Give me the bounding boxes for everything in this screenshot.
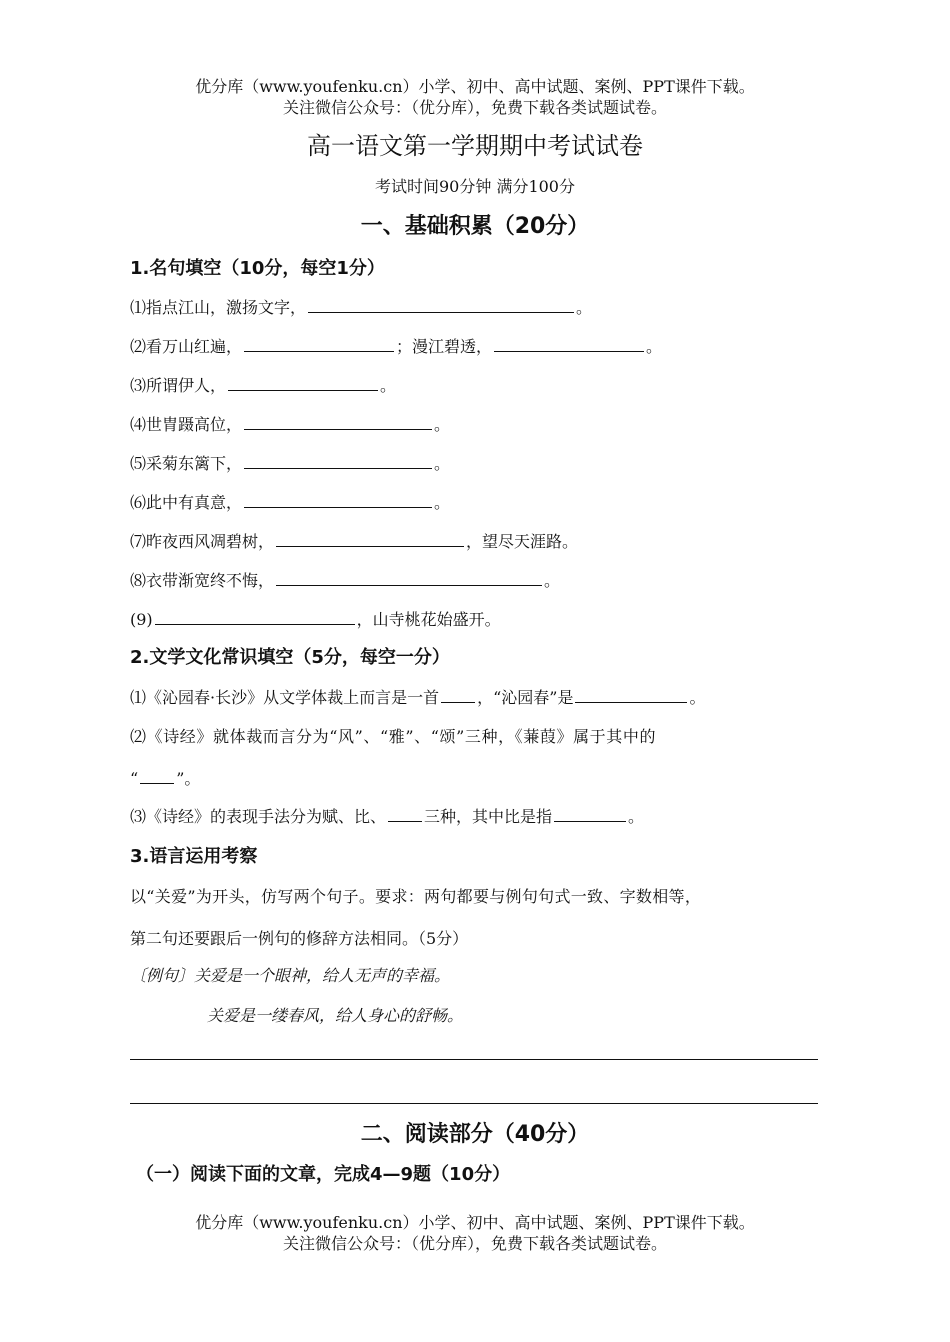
q2-item-3 [130, 805, 644, 829]
footer-line-2: 关注微信公众号：（优分库），免费下载各类试题试卷。 [282, 1234, 667, 1253]
answer-blank[interactable] [140, 768, 174, 784]
header-line-2: 关注微信公众号：（优分库），免费下载各类试题试卷。 [282, 98, 667, 117]
q2-item-1-mid: ，“沁园春”是 [477, 688, 574, 707]
q3-example-2: 关爱是一缕春风，给人身心的舒畅。 [207, 1006, 464, 1025]
answer-line-1[interactable] [130, 1059, 818, 1060]
answer-blank[interactable] [308, 297, 574, 313]
q1-item-4 [130, 413, 450, 437]
q1-item-4-text: ⑷世胄蹑高位， [130, 415, 243, 434]
q1-item-9-end: ，山寺桃花始盛开。 [356, 610, 501, 629]
answer-blank[interactable] [155, 609, 355, 625]
q1-item-1 [130, 296, 592, 320]
q2-heading: 2.文学文化常识填空（5分，每空一分） [130, 647, 450, 668]
answer-blank[interactable] [276, 570, 542, 586]
footer-line-1: 优分库（www.youfenku.cn）小学、初中、高中试题、案例、PPT课件下载。 [195, 1213, 755, 1232]
q2-item-3-end: 。 [628, 807, 645, 826]
q1-item-3-end: 。 [380, 376, 397, 395]
reading-1-heading: （一）阅读下面的文章，完成4—9题（10分） [136, 1164, 511, 1185]
answer-blank[interactable] [494, 336, 644, 352]
section-2-heading: 二、阅读部分（40分） [360, 1122, 590, 1147]
q1-item-2-mid: ；漫江碧透， [396, 337, 493, 356]
q1-item-9 [130, 608, 501, 632]
answer-blank[interactable] [244, 492, 432, 508]
q1-item-6 [130, 491, 450, 515]
answer-blank[interactable] [228, 375, 378, 391]
page-footer [0, 1212, 950, 1254]
section-1-heading: 一、基础积累（20分） [360, 214, 590, 239]
q2-item-2: ⑵《诗经》就体裁而言分为“风”、“雅”、“颂”三种，《蒹葭》属于其中的 [130, 727, 657, 746]
q2-item-2-cont [130, 767, 200, 791]
q1-item-1-text: ⑴指点江山，激扬文字， [130, 298, 307, 317]
q1-item-9-text: (9) [130, 610, 153, 629]
q1-item-8-end: 。 [544, 571, 561, 590]
q1-item-1-end: 。 [576, 298, 593, 317]
q2-item-3-mid: 三种，其中比是指 [424, 807, 553, 826]
answer-line-2[interactable] [130, 1103, 818, 1104]
q1-item-8 [130, 569, 560, 593]
q1-item-2-end: 。 [646, 337, 663, 356]
q1-item-3 [130, 374, 396, 398]
q1-item-7-end: ，望尽天涯路。 [466, 532, 579, 551]
q1-item-6-end: 。 [434, 493, 451, 512]
answer-blank[interactable] [244, 336, 394, 352]
q1-item-5-end: 。 [434, 454, 451, 473]
q1-item-5-text: ⑸采菊东篱下， [130, 454, 243, 473]
q1-item-3-text: ⑶所谓伊人， [130, 376, 227, 395]
q1-item-2 [130, 335, 662, 359]
answer-blank[interactable] [554, 806, 626, 822]
q1-heading: 1.名句填空（10分，每空1分） [130, 258, 385, 279]
q3-heading: 3.语言运用考察 [130, 846, 258, 867]
q2-item-1-end: 。 [689, 688, 706, 707]
q3-prompt-1: 以“关爱”为开头，仿写两个句子。要求：两句都要与例句句式一致、字数相等， [130, 887, 702, 906]
q1-item-7-text: ⑺昨夜西风凋碧树， [130, 532, 275, 551]
answer-blank[interactable] [244, 453, 432, 469]
q2-item-3-text: ⑶《诗经》的表现手法分为赋、比、 [130, 807, 387, 826]
answer-blank[interactable] [276, 531, 464, 547]
answer-blank[interactable] [441, 687, 475, 703]
q2-item-2-open-quote: “ [130, 769, 139, 788]
q1-item-4-end: 。 [434, 415, 451, 434]
header-line-1: 优分库（www.youfenku.cn）小学、初中、高中试题、案例、PPT课件下载。 [195, 77, 755, 96]
q3-example-1: 〔例句〕关爱是一个眼神，给人无声的幸福。 [130, 966, 451, 985]
q3-prompt-2: 第二句还要跟后一例句的修辞方法相同。（5分） [130, 929, 469, 948]
q1-item-6-text: ⑹此中有真意， [130, 493, 243, 512]
q1-item-8-text: ⑻衣带渐宽终不悔， [130, 571, 275, 590]
answer-blank[interactable] [575, 687, 687, 703]
answer-blank[interactable] [388, 806, 422, 822]
page-header [0, 76, 950, 118]
q1-item-7 [130, 530, 578, 554]
q2-item-1 [130, 686, 705, 710]
q2-item-1-text: ⑴《沁园春·长沙》从文学体裁上而言是一首 [130, 688, 440, 707]
q2-item-2-end: ”。 [176, 769, 201, 788]
exam-subtitle: 考试时间90分钟 满分100分 [375, 177, 575, 196]
answer-blank[interactable] [244, 414, 432, 430]
q1-item-2-text: ⑵看万山红遍， [130, 337, 243, 356]
q1-item-5 [130, 452, 450, 476]
exam-title: 高一语文第一学期期中考试试卷 [307, 132, 643, 160]
